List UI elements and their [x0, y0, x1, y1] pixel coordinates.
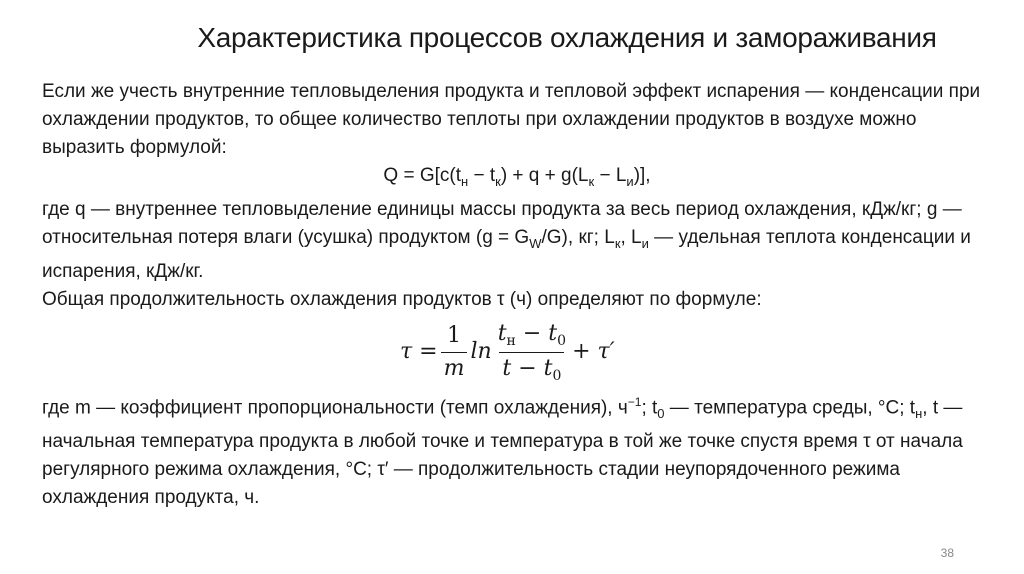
variables-sup: −1: [627, 394, 642, 409]
page-number: 38: [940, 546, 954, 560]
paragraph-definitions: [42, 196, 992, 286]
formula-heat-sub: н: [461, 173, 469, 189]
variables-sub: н: [915, 405, 923, 421]
fraction-denominator: m: [441, 352, 468, 383]
fraction-numerator: 1: [447, 322, 462, 348]
formula-tail: + τ′: [572, 339, 615, 365]
paragraph-variables: [42, 388, 992, 512]
slide-body: [42, 78, 992, 512]
definitions-sub: W: [529, 235, 542, 251]
fraction-temperature: [495, 320, 569, 385]
den-sub-0: 0: [552, 367, 562, 384]
num-minus-t: − t: [515, 320, 558, 346]
paragraph-duration: Общая продолжительность охлаждения продуктов τ (ч) определяют по формуле:: [42, 288, 762, 310]
formula-heat-sub: и: [626, 173, 634, 189]
variables-part: где m — коэффициент пропорциональности (темп охлаждения), ч: [42, 396, 628, 418]
definitions-part: /G), кг; L: [541, 226, 615, 248]
slide-title: Характеристика процессов охлаждения и замораживания: [197, 22, 937, 53]
definitions-part: — удельная теплота конденсации и испарения, кДж/кг.: [42, 226, 971, 282]
formula-heat-part: )],: [633, 165, 651, 186]
num-t: t: [497, 320, 507, 346]
formula-duration: [42, 316, 992, 386]
fraction-denominator: [499, 352, 564, 385]
definitions-part: , L: [620, 226, 642, 248]
formula-lhs: τ =: [400, 339, 438, 365]
variables-part: — температура среды, °С; t: [664, 396, 916, 418]
variables-part: ; t: [641, 396, 658, 418]
num-sub-n: н: [506, 332, 516, 349]
definitions-part: где q — внутреннее тепловыделение единицы массы продукта за весь период охлаждения, кДж/кг; g — относительная потеря влаги (усушка) продуктом (g = G: [42, 198, 962, 248]
variables-sub: 0: [657, 405, 665, 421]
variables-part: , t — начальная температура продукта в любой точке и температура в той же точке спустя время τ от начала регулярного режима охлаждения, °С; τ′ — продолжительность стадии неупорядоченного режима охлаждения продукта, ч.: [42, 396, 963, 508]
formula-duration-expression: [400, 320, 615, 385]
formula-heat-part: Q = G[c(t: [383, 165, 462, 186]
definitions-sub: к: [614, 235, 621, 251]
formula-heat-sub: к: [495, 173, 501, 189]
num-sub-0: 0: [557, 332, 567, 349]
formula-ln: ln: [470, 339, 492, 365]
formula-heat-part: − L: [594, 165, 627, 186]
definitions-sub: и: [641, 235, 649, 251]
formula-heat-part: − t: [468, 165, 496, 186]
formula-heat: [42, 162, 992, 196]
paragraph-intro: Если же учесть внутренние тепловыделения продукта и тепловой эффект испарения — конденсации при охлаждении продуктов, то общее количество теплоты при охлаждении продуктов в воздухе можно выразить формулой:: [42, 81, 981, 158]
den-t: t − t: [502, 355, 553, 381]
fraction-one-over-m: [441, 322, 468, 383]
formula-heat-part: ) + q + g(L: [500, 165, 589, 186]
formula-heat-sub: к: [588, 173, 595, 189]
fraction-numerator: [495, 320, 569, 352]
